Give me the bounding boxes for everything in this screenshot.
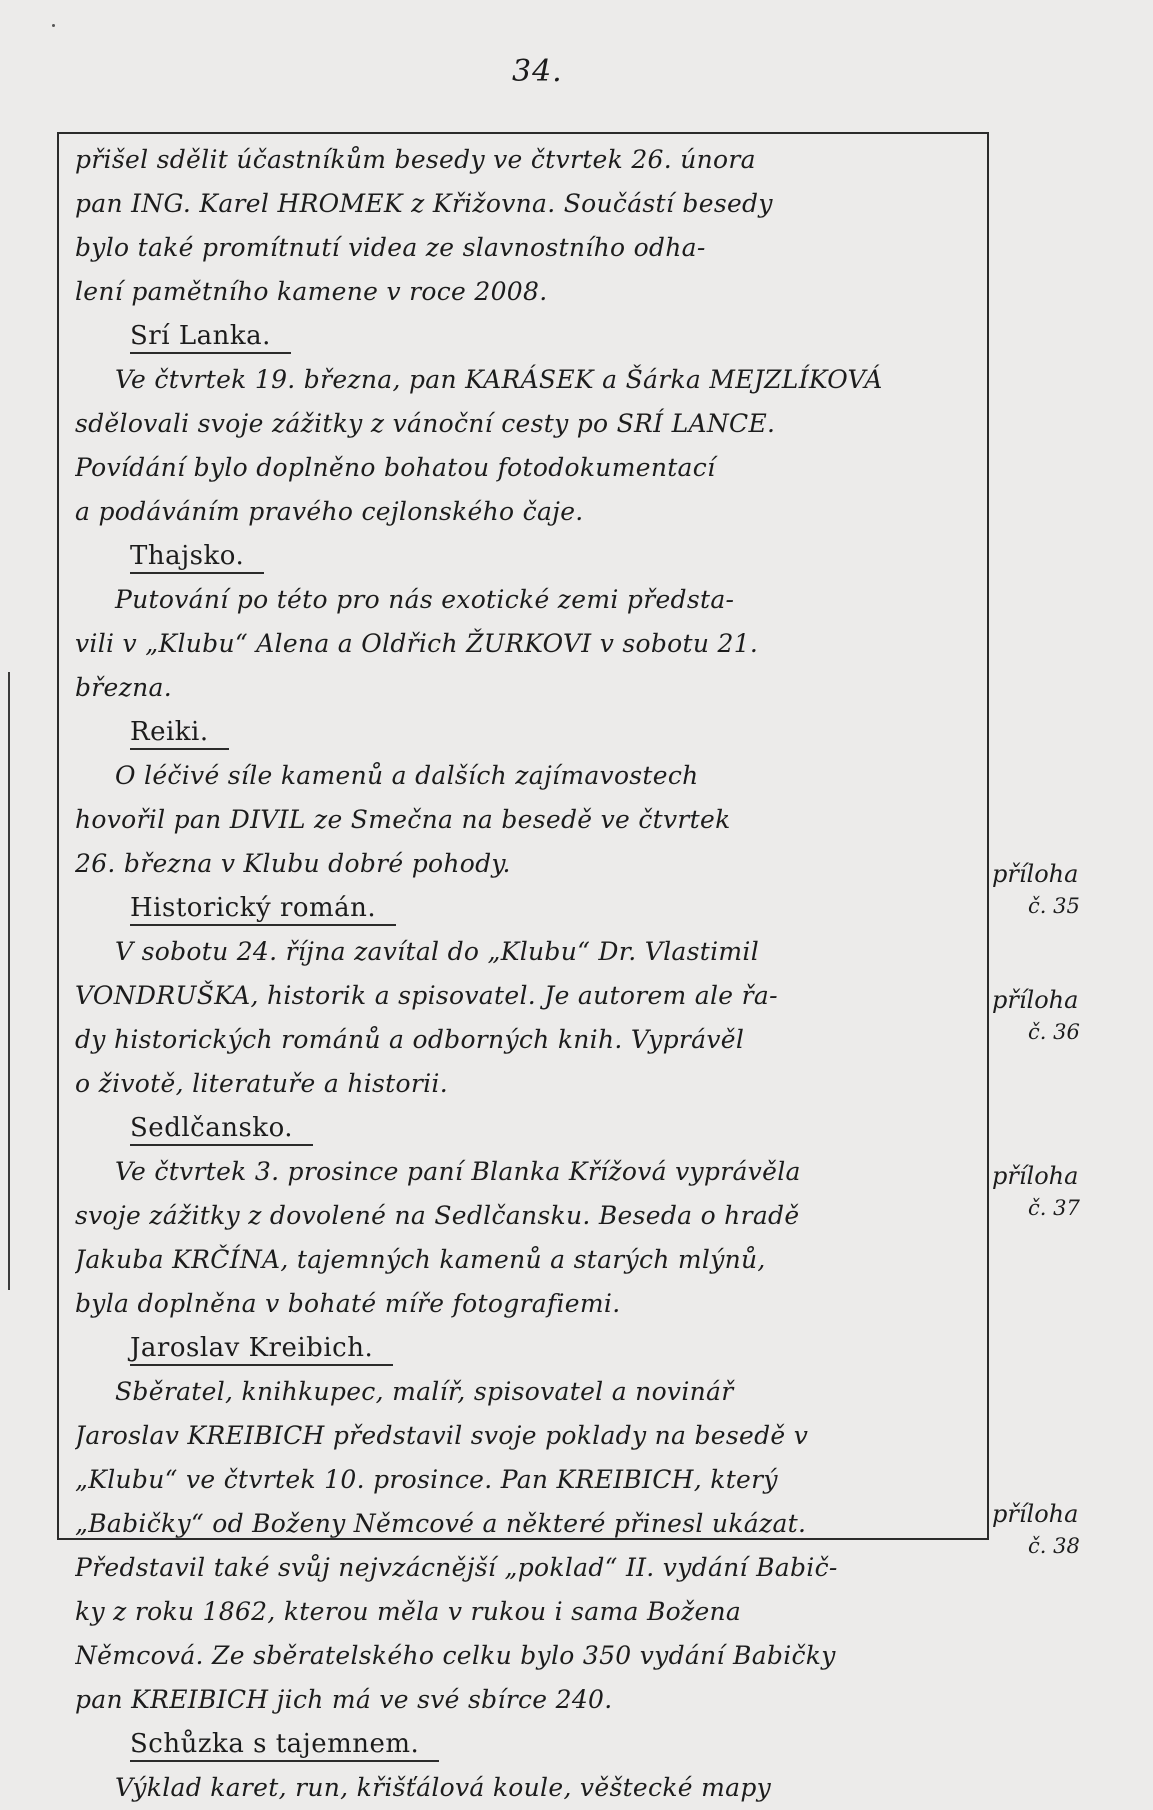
text-line: VONDRUŠKA, historik a spisovatel. Je autorem ale řa- [75, 981, 778, 1010]
section-heading [75, 1106, 980, 1150]
section-heading-text: Schůzka s tajemnem. [130, 1728, 439, 1762]
text-line: Ve čtvrtek 19. března, pan KARÁSEK a Šárka MEJZLÍKOVÁ [115, 365, 883, 394]
attachment-note-36 [992, 984, 1080, 1048]
section-heading [75, 1326, 980, 1370]
text-line: Představil také svůj nejvzácnější „poklad“ II. vydání Babič- [75, 1553, 838, 1582]
attachment-label: příloha [992, 860, 1079, 888]
section-heading-text: Srí Lanka. [130, 320, 291, 354]
text-line: vili v „Klubu“ Alena a Oldřich ŽURKOVI v sobotu 21. [75, 629, 759, 658]
text-line: a podáváním pravého cejlonského čaje. [75, 497, 584, 526]
attachment-note-37 [992, 1160, 1080, 1224]
text-line: Ve čtvrtek 3. prosince paní Blanka Křížová vyprávěla [115, 1157, 801, 1186]
text-line: Povídání bylo doplněno bohatou fotodokumentací [75, 453, 716, 482]
text-line: března. [75, 673, 172, 702]
text-line: Jakuba KRČÍNA, tajemných kamenů a starých mlýnů, [75, 1245, 766, 1274]
attachment-note-38 [992, 1498, 1080, 1562]
text-line: svoje zážitky z dovolené na Sedlčansku. Beseda o hradě [75, 1201, 800, 1230]
text-line: Němcová. Ze sběratelského celku bylo 350 vydání Babičky [75, 1641, 836, 1670]
text-line: hovořil pan DIVIL ze Smečna na besedě ve čtvrtek [75, 805, 731, 834]
text-line: byla doplněna v bohaté míře fotografiemi. [75, 1289, 621, 1318]
text-line: pan ING. Karel HROMEK z Křižovna. Součástí besedy [75, 189, 773, 218]
text-line: pan KREIBICH jich má ve své sbírce 240. [75, 1685, 613, 1714]
text-line: „Klubu“ ve čtvrtek 10. prosince. Pan KREIBICH, který [75, 1465, 778, 1494]
text-line: ky z roku 1862, kterou měla v rukou i sama Božena [75, 1597, 742, 1626]
text-line: lení pamětního kamene v roce 2008. [75, 277, 548, 306]
page-number: 34. [512, 54, 563, 89]
paper-speck [52, 24, 55, 27]
section-heading-text: Sedlčansko. [130, 1112, 313, 1146]
attachment-note-35 [992, 858, 1080, 922]
attachment-number: č. 38 [1028, 1534, 1080, 1558]
attachment-number: č. 37 [1028, 1196, 1080, 1220]
attachment-label: příloha [992, 1162, 1079, 1190]
attachment-number: č. 35 [1028, 894, 1080, 918]
text-line: o životě, literatuře a historii. [75, 1069, 448, 1098]
handwritten-text [75, 138, 980, 1810]
section-heading-text: Reiki. [130, 716, 229, 750]
section-heading [75, 1722, 980, 1766]
text-line: přišel sdělit účastníkům besedy ve čtvrtek 26. února [75, 145, 756, 174]
text-line: V sobotu 24. října zavítal do „Klubu“ Dr. Vlastimil [115, 937, 759, 966]
left-margin-rule [8, 672, 10, 1290]
attachment-label: příloha [992, 986, 1079, 1014]
text-line: 26. března v Klubu dobré pohody. [75, 849, 511, 878]
attachment-number: č. 36 [1028, 1020, 1080, 1044]
section-heading [75, 886, 980, 930]
text-line: Jaroslav KREIBICH představil svoje poklady na besedě v [75, 1421, 809, 1450]
text-line: dy historických románů a odborných knih. Vyprávěl [75, 1025, 745, 1054]
attachment-label: příloha [992, 1500, 1079, 1528]
section-heading-text: Historický román. [130, 892, 396, 926]
section-heading-text: Thajsko. [130, 540, 264, 574]
section-heading [75, 710, 980, 754]
text-line: bylo také promítnutí videa ze slavnostního odha- [75, 233, 706, 262]
section-heading [75, 314, 980, 358]
text-line: O léčivé síle kamenů a dalších zajímavostech [115, 761, 699, 790]
text-line: „Babičky“ od Boženy Němcové a některé přinesl ukázat. [75, 1509, 807, 1538]
text-line: Výklad karet, run, křišťálová koule, věštecké mapy [115, 1773, 772, 1802]
text-line: Putování po této pro nás exotické zemi předsta- [115, 585, 735, 614]
text-line: sdělovali svoje zážitky z vánoční cesty po SRÍ LANCE. [75, 409, 776, 438]
text-line: Sběratel, knihkupec, malíř, spisovatel a novinář [115, 1377, 734, 1406]
section-heading [75, 534, 980, 578]
section-heading-text: Jaroslav Kreibich. [130, 1332, 393, 1366]
